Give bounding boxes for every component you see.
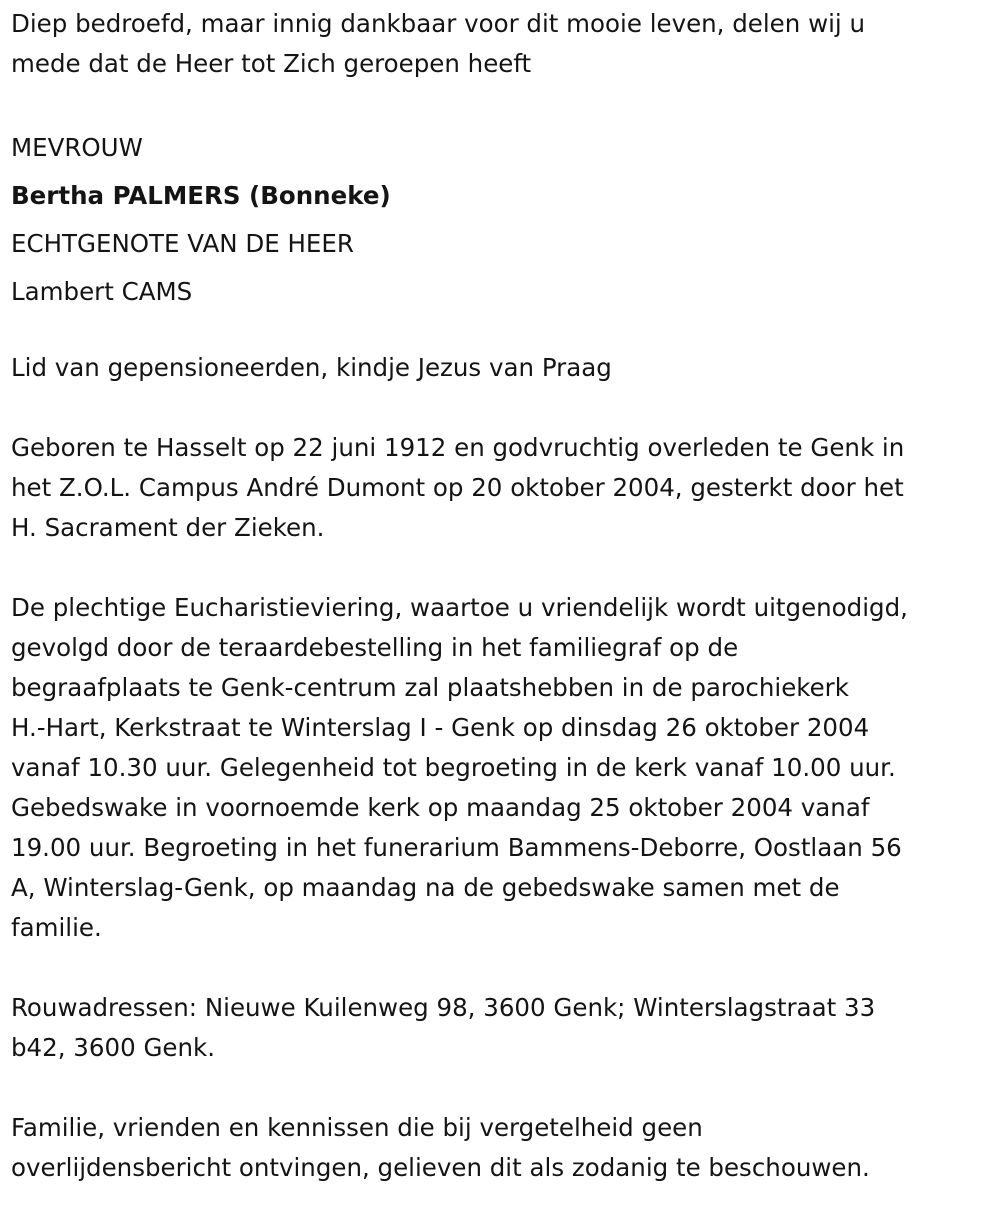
ceremony-line: Gebedswake in voornoemde kerk op maandag 25 oktober 2004 vanaf xyxy=(11,793,870,822)
ceremony-line: 19.00 uur. Begroeting in het funerarium Bammens-Deborre, Oostlaan 56 xyxy=(11,833,902,862)
membership-paragraph xyxy=(11,348,990,388)
deceased-name: Bertha PALMERS (Bonneke) xyxy=(11,181,391,210)
birth-death-line: het Z.O.L. Campus André Dumont op 20 oktober 2004, gesterkt door het xyxy=(11,473,904,502)
paragraph-spacer xyxy=(11,388,990,428)
birth-death-line: H. Sacrament der Zieken. xyxy=(11,513,325,542)
paragraph-spacer xyxy=(11,316,990,348)
ceremony-line: gevolgd door de teraardebestelling in het familiegraf op de xyxy=(11,633,739,662)
birth-death-line: Geboren te Hasselt op 22 juni 1912 en godvruchtig overleden te Genk in xyxy=(11,433,905,462)
birth-death-paragraph xyxy=(11,428,990,548)
addresses-paragraph xyxy=(11,988,990,1068)
ceremony-line: A, Winterslag-Genk, op maandag na de gebedswake samen met de xyxy=(11,873,840,902)
paragraph-spacer xyxy=(11,948,990,988)
spouse-name: Lambert CAMS xyxy=(11,277,193,306)
paragraph-spacer xyxy=(11,84,990,124)
intro-line: mede dat de Heer tot Zich geroepen heeft xyxy=(11,49,532,78)
paragraph-spacer xyxy=(11,1068,990,1108)
ceremony-line: H.-Hart, Kerkstraat te Winterslag I - Genk op dinsdag 26 oktober 2004 xyxy=(11,713,870,742)
honorific-title: MEVROUW xyxy=(11,133,143,162)
addresses-line: Rouwadressen: Nieuwe Kuilenweg 98, 3600 Genk; Winterslagstraat 33 xyxy=(11,993,876,1022)
ceremony-line: vanaf 10.30 uur. Gelegenheid tot begroeting in de kerk vanaf 10.00 uur. xyxy=(11,753,896,782)
membership-line: Lid van gepensioneerden, kindje Jezus van Praag xyxy=(11,353,612,382)
ceremony-line: familie. xyxy=(11,913,102,942)
ceremony-line: begraafplaats te Genk-centrum zal plaatshebben in de parochiekerk xyxy=(11,673,849,702)
relation-label: ECHTGENOTE VAN DE HEER xyxy=(11,229,354,258)
intro-line: Diep bedroefd, maar innig dankbaar voor dit mooie leven, delen wij u xyxy=(11,9,866,38)
paragraph-spacer xyxy=(11,548,990,588)
closing-line: Familie, vrienden en kennissen die bij vergetelheid geen xyxy=(11,1113,703,1142)
addresses-line: b42, 3600 Genk. xyxy=(11,1033,216,1062)
intro-paragraph xyxy=(11,4,990,84)
closing-paragraph xyxy=(11,1108,990,1188)
ceremony-paragraph xyxy=(11,588,990,948)
closing-line: overlijdensbericht ontvingen, gelieven dit als zodanig te beschouwen. xyxy=(11,1153,870,1182)
ceremony-line: De plechtige Eucharistieviering, waartoe u vriendelijk wordt uitgenodigd, xyxy=(11,593,908,622)
